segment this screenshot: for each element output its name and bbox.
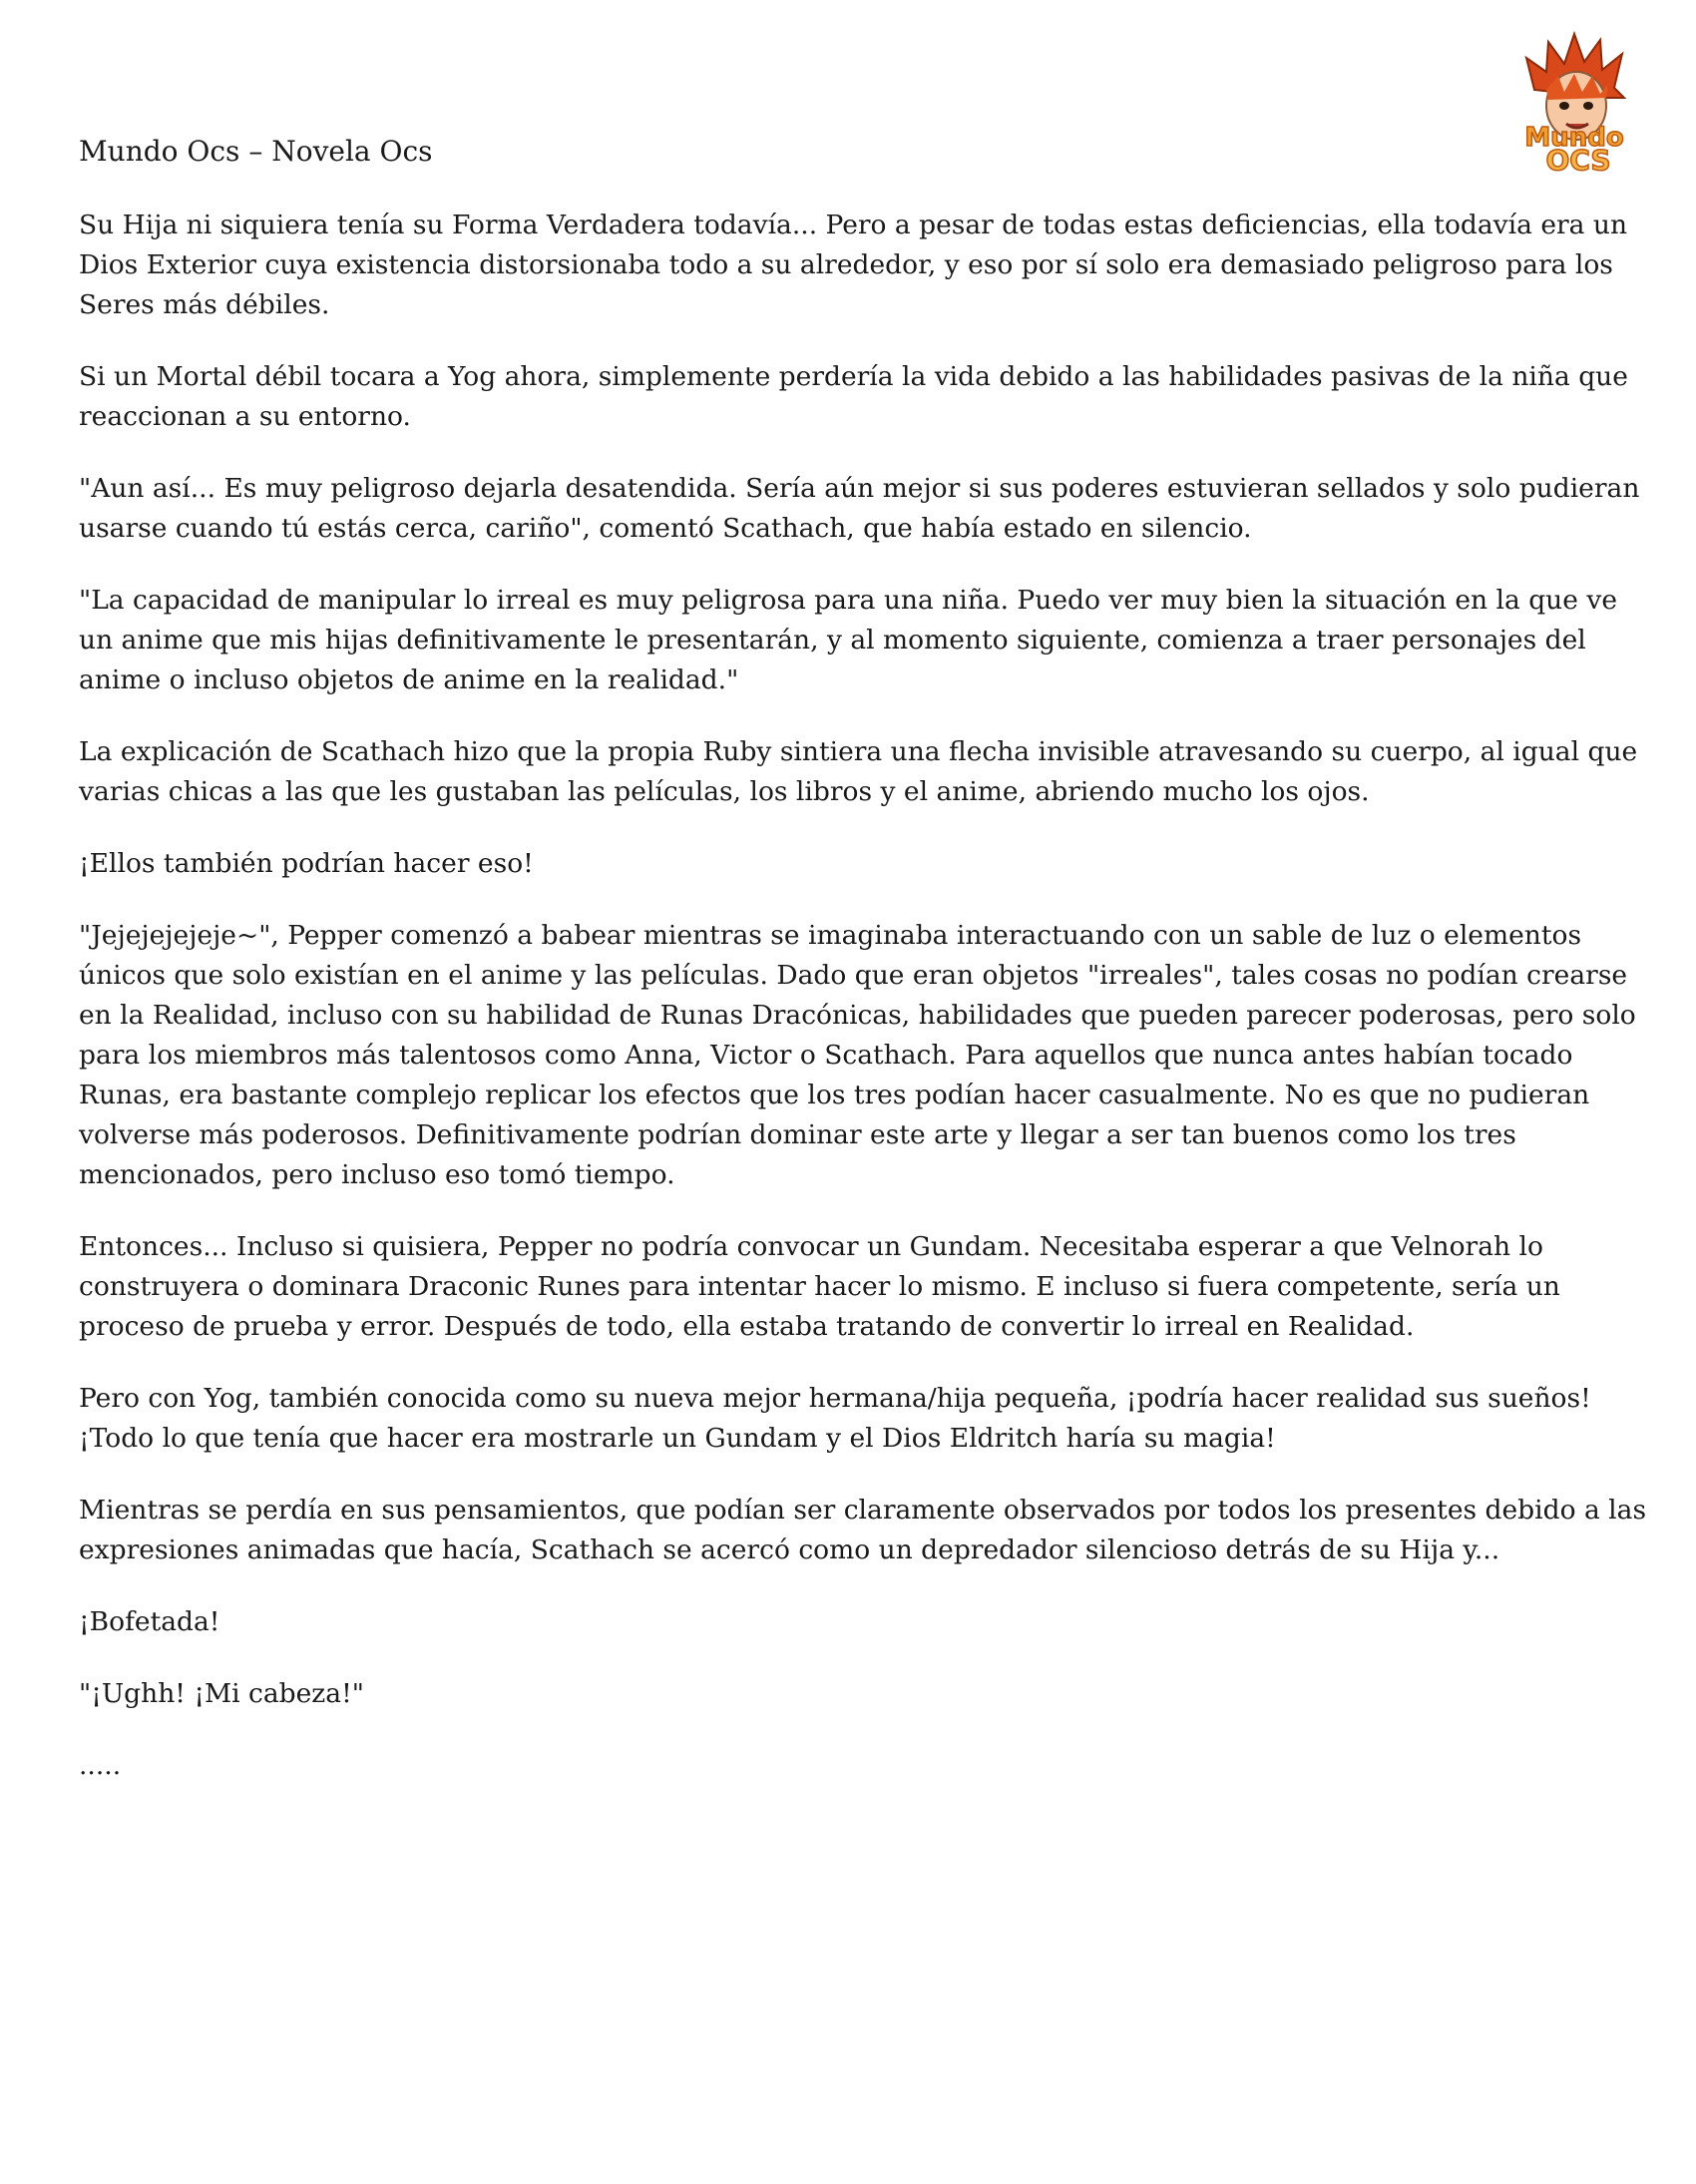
paragraph: "¡Ughh! ¡Mi cabeza!" — [79, 1678, 364, 1709]
paragraph: "La capacidad de manipular lo irreal es muy peligrosa para una niña. Puedo ver muy bien la situación en la que ve un anime que mis hijas definitivamente le presentarán, y al momento siguiente, comienza a traer personajes del anime o incluso objetos de anime en la realidad." — [79, 585, 1618, 695]
paragraph: La explicación de Scathach hizo que la propia Ruby sintiera una flecha invisible atravesando su cuerpo, al igual que varias chicas a las que les gustaban las películas, los libros y el anime, abriendo mucho los ojos. — [79, 736, 1638, 807]
mundo-ocs-logo — [1504, 28, 1644, 178]
paragraph: ¡Bofetada! — [79, 1606, 220, 1637]
paragraph: ¡Ellos también podrían hacer eso! — [79, 848, 534, 879]
paragraph: ..... — [79, 1750, 122, 1781]
document-body — [79, 206, 1655, 1818]
paragraph: "Aun así... Es muy peligroso dejarla desatendida. Sería aún mejor si sus poderes estuvieran sellados y solo pudieran usarse cuando tú estás cerca, cariño", comentó Scathach, que había estado en silencio. — [79, 473, 1640, 544]
paragraph: Su Hija ni siquiera tenía su Forma Verdadera todavía... Pero a pesar de todas estas deficiencias, ella todavía era un Dios Exterior cuya existencia distorsionaba todo a su alrededor, y eso por sí solo era demasiado peligroso para los Seres más débiles. — [79, 210, 1628, 320]
document-header: Mundo Ocs – Novela Ocs — [79, 135, 433, 168]
paragraph: Si un Mortal débil tocara a Yog ahora, simplemente perdería la vida debido a las habilidades pasivas de la niña que reaccionan a su entorno. — [79, 361, 1628, 432]
logo-word-mundo: Mundo — [1524, 123, 1624, 153]
paragraph: Entonces... Incluso si quisiera, Pepper no podría convocar un Gundam. Necesitaba esperar a que Velnorah lo construyera o dominara Draconic Runes para intentar hacer lo mismo. E incluso si fuera competente, sería un proceso de prueba y error. Después de todo, ella estaba tratando de convertir lo irreal en Realidad. — [79, 1231, 1560, 1342]
paragraph: Mientras se perdía en sus pensamientos, que podían ser claramente observados por todos los presentes debido a las expresiones animadas que hacía, Scathach se acercó como un depredador silencioso detrás de su Hija y... — [79, 1495, 1647, 1565]
logo-word-ocs: OCS — [1545, 144, 1611, 177]
paragraph: Pero con Yog, también conocida como su nueva mejor hermana/hija pequeña, ¡podría hacer realidad sus sueños! ¡Todo lo que tenía que hacer era mostrarle un Gundam y el Dios Eldritch haría su magia! — [79, 1383, 1591, 1454]
paragraph: "Jejejejejeje~", Pepper comenzó a babear mientras se imaginaba interactuando con un sable de luz o elementos únicos que solo existían en el anime y las películas. Dado que eran objetos "irreales", tales cosas no podían crearse en la Realidad, incluso con su habilidad de Runas Dracónicas, habilidades que pueden parecer poderosas, pero solo para los miembros más talentosos como Anna, Victor o Scathach. Para aquellos que nunca antes habían tocado Runas, era bastante complejo replicar los efectos que los tres podían hacer casualmente. No es que no pudieran volverse más poderosos. Definitivamente podrían dominar este arte y llegar a ser tan buenos como los tres mencionados, pero incluso eso tomó tiempo. — [79, 920, 1636, 1190]
logo-image — [1504, 28, 1644, 178]
